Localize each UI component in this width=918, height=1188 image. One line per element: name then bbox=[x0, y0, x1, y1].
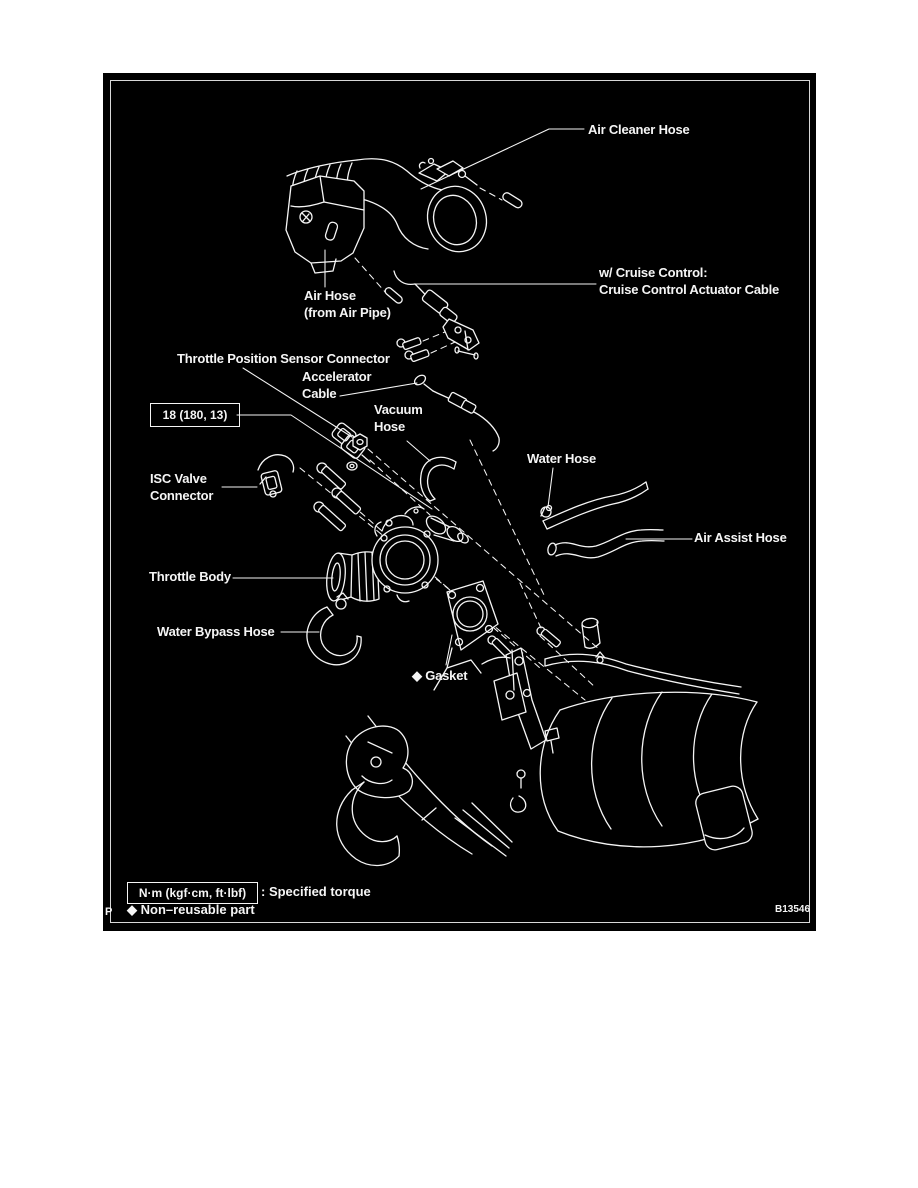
label-air-cleaner-hose: Air Cleaner Hose bbox=[588, 122, 690, 137]
label-vacuum-line1: Vacuum bbox=[374, 402, 423, 417]
figure-id: B13546 bbox=[775, 904, 811, 915]
label-vacuum-hose bbox=[374, 401, 423, 435]
accelerator-cable-art bbox=[413, 373, 499, 451]
label-throttle-body: Throttle Body bbox=[149, 569, 231, 584]
label-isc-line1: ISC Valve bbox=[150, 471, 207, 486]
label-water-bypass-hose: Water Bypass Hose bbox=[157, 624, 275, 639]
label-accelerator-cable bbox=[302, 368, 371, 402]
label-air-assist-hose: Air Assist Hose bbox=[694, 530, 787, 545]
label-accelerator-line1: Accelerator bbox=[302, 369, 372, 384]
label-isc-line2: Connector bbox=[150, 488, 214, 503]
label-air-hose-line1: Air Hose bbox=[304, 288, 356, 303]
page-marker: P bbox=[105, 906, 113, 918]
exploded-view-diagram-panel bbox=[103, 73, 816, 931]
cruise-control-cable-art bbox=[394, 271, 479, 362]
label-isc-valve-connector bbox=[150, 470, 213, 504]
label-vacuum-line2: Hose bbox=[374, 419, 405, 434]
intake-manifold-art bbox=[337, 617, 758, 865]
label-gasket: ◆ Gasket bbox=[412, 668, 468, 683]
throttle-body-art bbox=[325, 507, 471, 602]
water-hose-art bbox=[541, 482, 648, 529]
water-bypass-hose-art bbox=[307, 593, 361, 665]
gasket-art bbox=[447, 581, 513, 660]
legend-non-reusable: ◆ Non–reusable part bbox=[127, 902, 255, 917]
vacuum-hose-art bbox=[421, 457, 456, 501]
label-tps-connector: Throttle Position Sensor Connector bbox=[177, 351, 390, 366]
air-cleaner-assembly-art bbox=[286, 159, 523, 305]
label-cruise-control bbox=[599, 264, 779, 298]
torque-spec-box: 18 (180, 13) bbox=[150, 403, 240, 427]
label-water-hose: Water Hose bbox=[527, 451, 597, 466]
label-air-hose-line2: (from Air Pipe) bbox=[304, 305, 391, 320]
legend-torque-unit-box: N·m (kgf·cm, ft·lbf) bbox=[127, 882, 258, 904]
legend-torque-desc: : Specified torque bbox=[261, 884, 371, 899]
label-cruise-control-line1: w/ Cruise Control: bbox=[599, 265, 708, 280]
label-air-hose bbox=[304, 287, 391, 321]
isc-valve-connector-art bbox=[258, 455, 294, 497]
label-accelerator-line2: Cable bbox=[302, 386, 337, 401]
air-assist-hose-art bbox=[547, 530, 664, 558]
label-cruise-control-line2: Cruise Control Actuator Cable bbox=[599, 282, 780, 297]
